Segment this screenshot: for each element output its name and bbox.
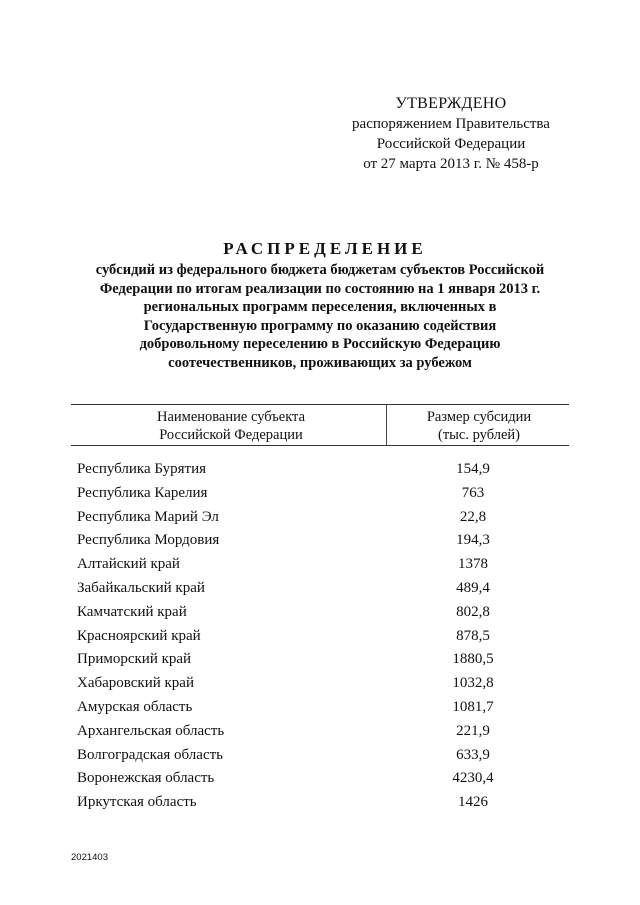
table-row [77, 505, 567, 529]
approval-stamp [340, 94, 562, 174]
table-row [77, 457, 567, 481]
subsidy-amount: 4230,4 [452, 770, 494, 787]
region-name: Архангельская область [77, 722, 225, 739]
table-row [77, 790, 567, 814]
document-code: 2021403 [71, 852, 108, 863]
table-row [77, 671, 567, 695]
column-header-amount-line-1: Размер субсидии [426, 409, 532, 425]
subtitle-line: соотечественников, проживающих за рубежом [168, 354, 472, 371]
table-row [77, 576, 567, 600]
subsidy-amount: 154,9 [456, 461, 490, 477]
approval-line-3: от 27 марта 2013 г. № 458-р [363, 156, 539, 172]
table-top-rule [71, 404, 569, 405]
region-name: Иркутская область [77, 794, 197, 811]
subtitle-line: региональных программ переселения, включенных в [143, 299, 497, 315]
region-name: Воронежская область [77, 770, 215, 787]
column-header-name [120, 408, 342, 444]
subsidy-table-body [77, 457, 567, 814]
region-name: Волгоградская область [77, 746, 223, 763]
region-name: Красноярский край [77, 627, 201, 644]
table-row [77, 719, 567, 743]
subsidy-amount: 1426 [458, 794, 488, 811]
region-name: Республика Бурятия [77, 461, 207, 477]
region-name: Алтайский край [77, 556, 180, 573]
subsidy-amount: 221,9 [456, 722, 490, 739]
subtitle-line: Государственную программу по оказанию содействия [143, 317, 497, 334]
subsidy-amount: 22,8 [459, 508, 487, 525]
subsidy-amount: 489,4 [456, 579, 490, 596]
table-row [77, 766, 567, 790]
subsidy-amount: 1032,8 [452, 675, 494, 692]
region-name: Хабаровский край [77, 675, 194, 692]
table-row [77, 528, 567, 552]
approval-title: УТВЕРЖДЕНО [395, 95, 507, 112]
table-row [77, 743, 567, 767]
column-header-name-line-1: Наименование субъекта [156, 409, 306, 425]
table-row [77, 695, 567, 719]
table-column-divider [386, 404, 387, 445]
document-subtitle [80, 261, 560, 372]
region-name: Забайкальский край [77, 579, 205, 596]
column-header-amount-line-2: (тыс. рублей) [438, 427, 520, 443]
document-title: РАСПРЕДЕЛЕНИЕ [223, 239, 427, 258]
table-header-rule [71, 445, 569, 446]
subsidy-amount: 633,9 [456, 746, 490, 763]
subtitle-line: субсидий из федерального бюджета бюджетам субъектов Российской [95, 262, 545, 278]
region-name: Камчатский край [77, 603, 187, 620]
table-row [77, 624, 567, 648]
table-row [77, 600, 567, 624]
subsidy-amount: 878,5 [456, 627, 490, 644]
approval-line-1: распоряжением Правительства [352, 116, 550, 132]
column-header-name-line-2: Российской Федерации [159, 427, 303, 443]
subsidy-amount: 802,8 [456, 603, 490, 620]
subsidy-amount: 1081,7 [452, 698, 494, 715]
region-name: Республика Карелия [77, 484, 208, 501]
column-header-amount [400, 408, 558, 444]
table-row [77, 481, 567, 505]
subsidy-amount: 1880,5 [452, 651, 494, 668]
approval-line-2: Российской Федерации [376, 136, 526, 152]
subsidy-amount: 763 [461, 484, 485, 501]
subsidy-amount: 194,3 [456, 532, 490, 549]
subsidy-amount: 1378 [458, 556, 488, 573]
region-name: Амурская область [77, 698, 193, 715]
table-row [77, 647, 567, 671]
table-row [77, 552, 567, 576]
subtitle-line: Федерации по итогам реализации по состоянию на 1 января 2013 г. [99, 280, 541, 297]
region-name: Приморский край [77, 651, 192, 668]
region-name: Республика Марий Эл [77, 508, 219, 525]
region-name: Республика Мордовия [77, 532, 220, 549]
subtitle-line: добровольному переселению в Российскую Федерацию [139, 336, 501, 352]
